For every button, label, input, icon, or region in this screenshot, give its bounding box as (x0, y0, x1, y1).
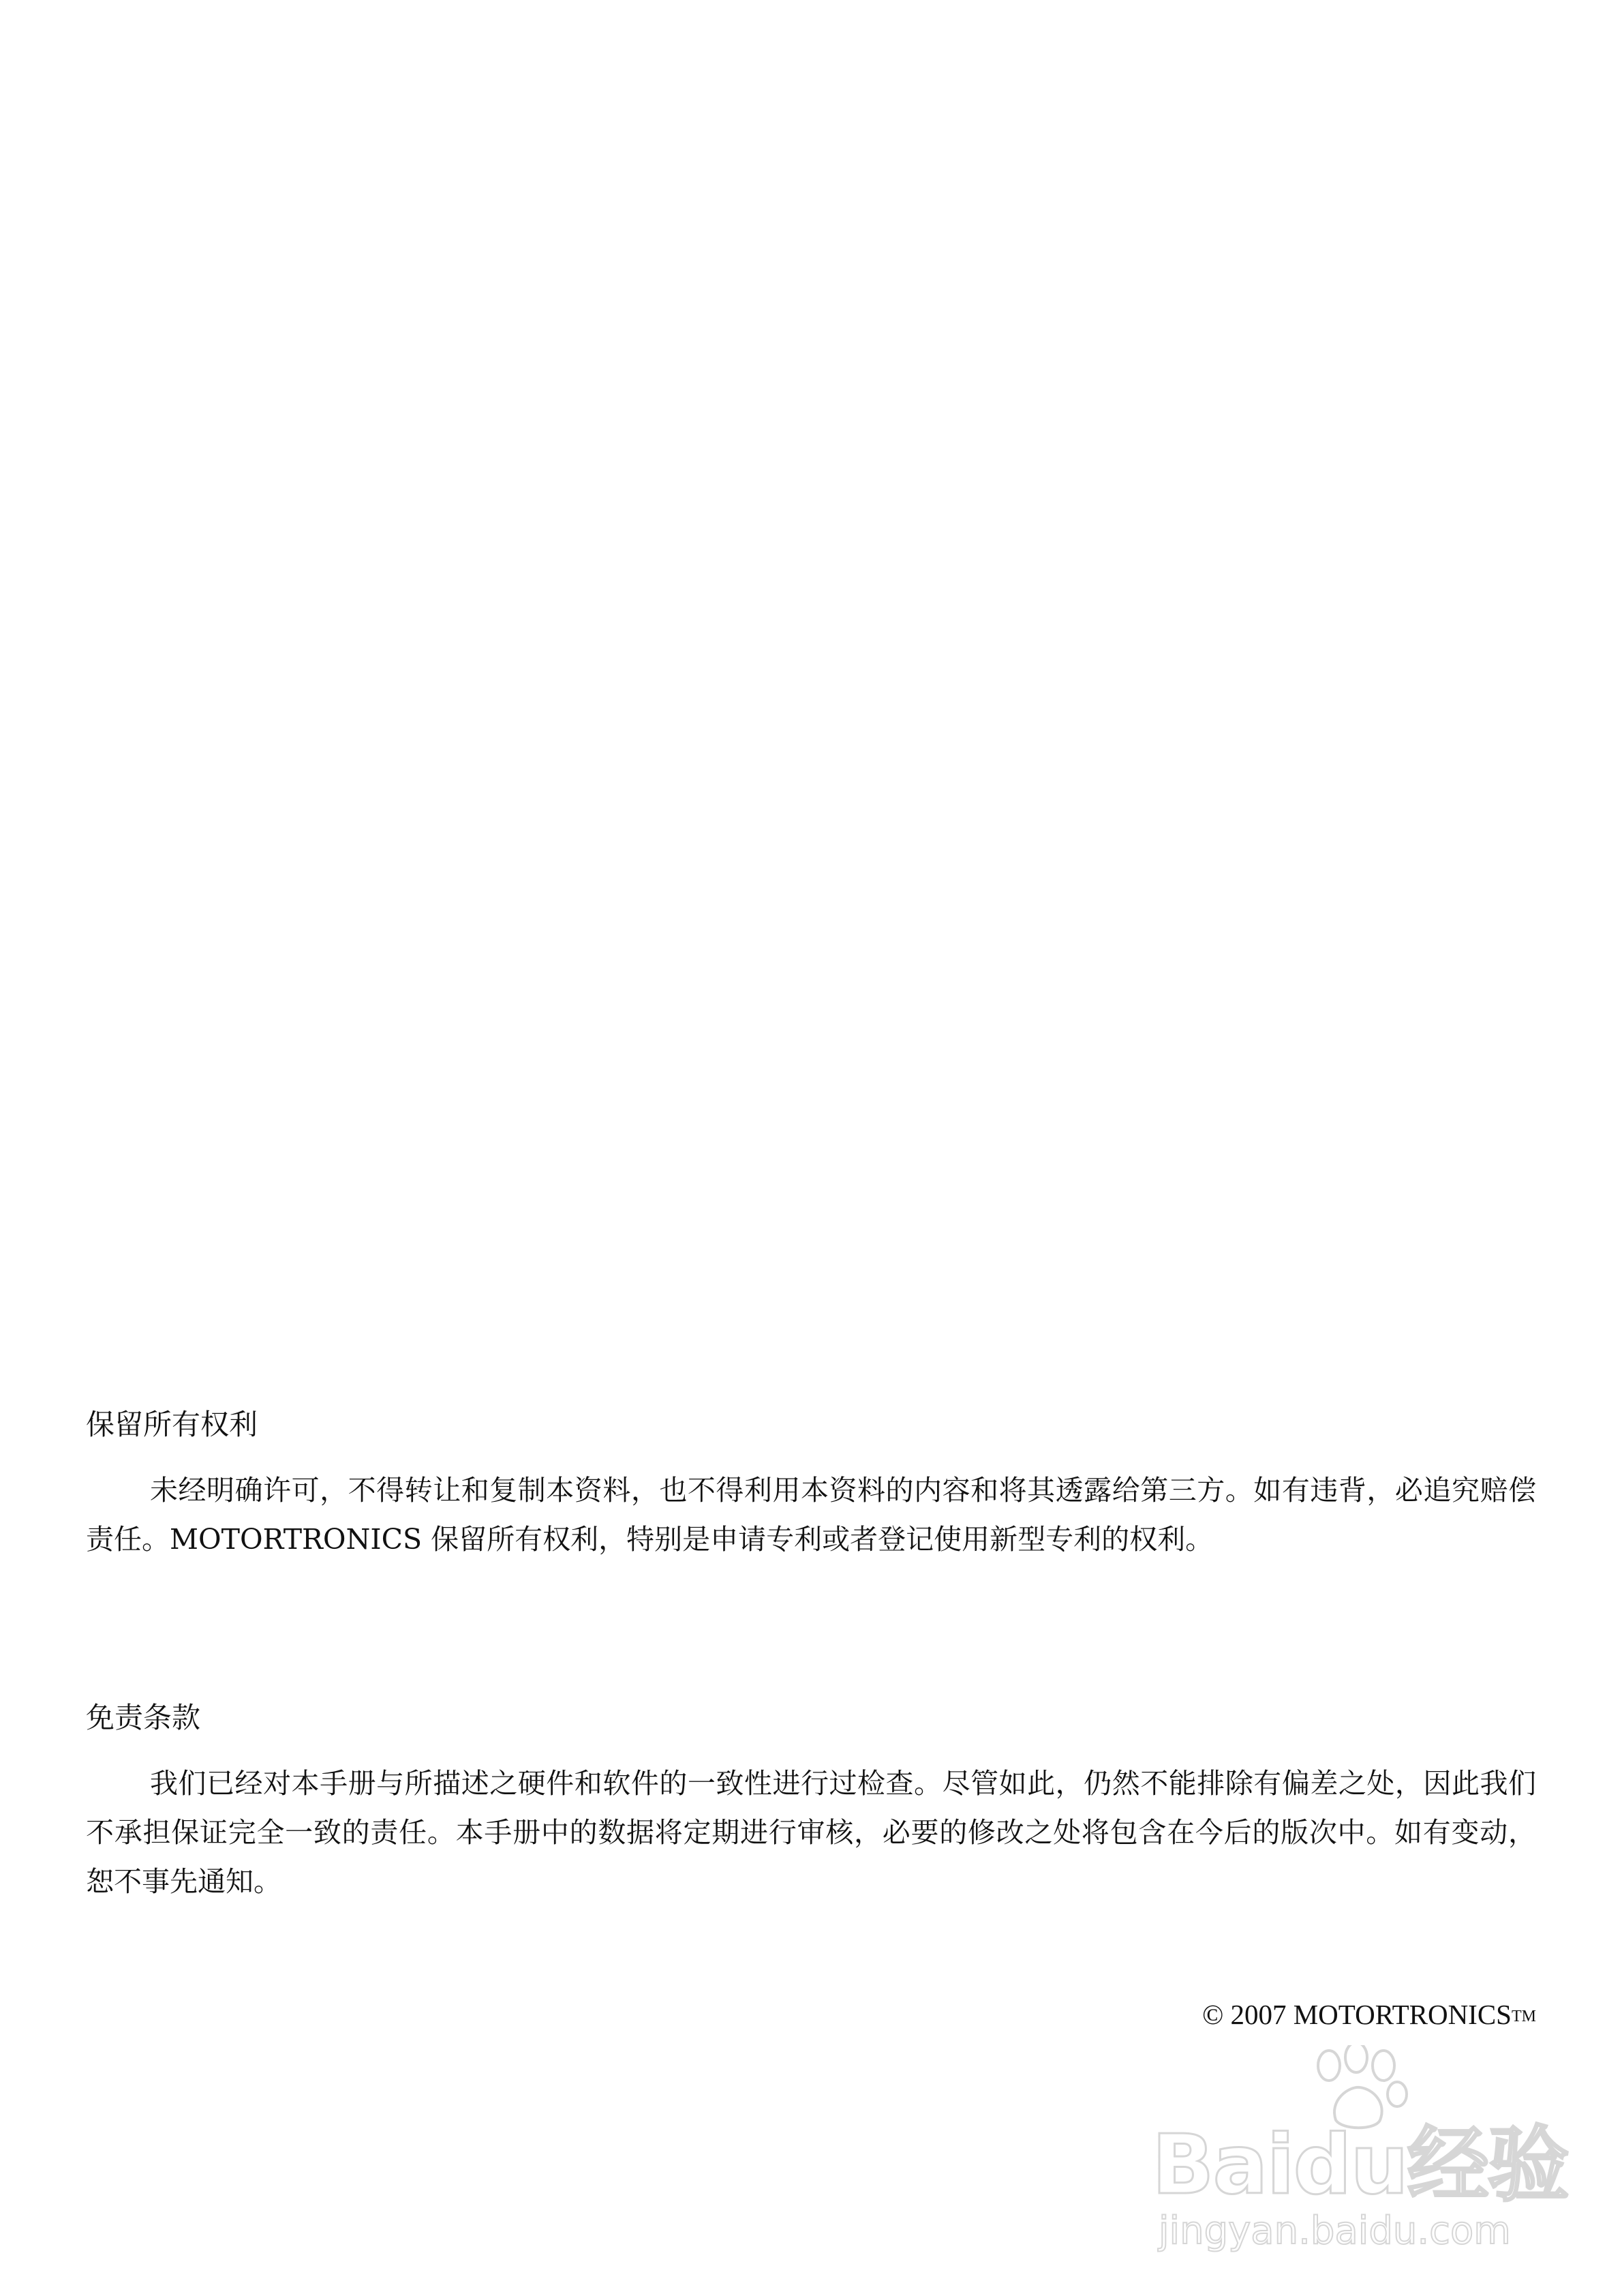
baidu-watermark (1152, 2045, 1574, 2270)
rights-paragraph: 未经明确许可，不得转让和复制本资料，也不得利用本资料的内容和将其透露给第三方。如有违背，必追究赔偿责任。MOTORTRONICS 保留所有权利，特别是申请专利或者登记使用新型专利的权利。 (86, 1474, 1536, 1556)
rights-heading: 保留所有权利 (86, 1408, 258, 1441)
rights-section (86, 1404, 1536, 1564)
trademark-mark: TM (1512, 2008, 1536, 2025)
watermark-brand: Baidu经验 (1152, 2118, 1568, 2213)
copyright-notice (1202, 1994, 1536, 2037)
watermark-domain: jingyan.baidu.com (1159, 2209, 1511, 2253)
disclaimer-heading: 免责条款 (86, 1701, 201, 1734)
copyright-text: © 2007 MOTORTRONICS (1202, 1999, 1512, 2030)
disclaimer-section (86, 1697, 1536, 1906)
disclaimer-paragraph: 我们已经对本手册与所描述之硬件和软件的一致性进行过检查。尽管如此，仍然不能排除有偏差之处，因此我们不承担保证完全一致的责任。本手册中的数据将定期进行审核，必要的修改之处将包含在今后的版次中。如有变动，恕不事先通知。 (86, 1767, 1536, 1898)
